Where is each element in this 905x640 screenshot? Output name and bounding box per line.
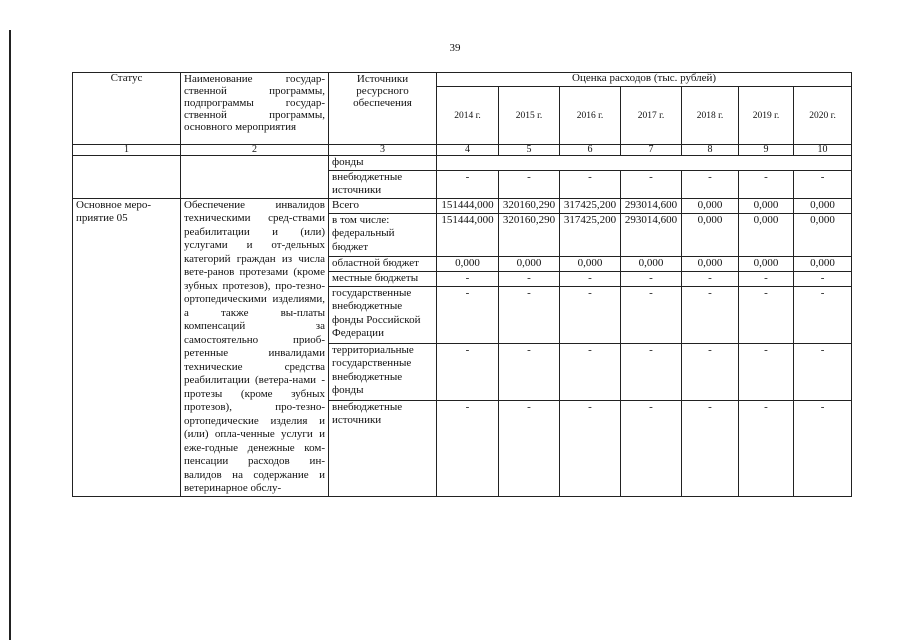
value-cell: - (621, 271, 682, 286)
value-cell: 320160,290 (499, 198, 560, 213)
name-cell-empty (181, 156, 329, 199)
source-cell: местные бюджеты (329, 271, 437, 286)
header-sources: Источники ресурсного обеспечения (329, 73, 437, 145)
value-cell: - (560, 343, 621, 400)
value-cell: - (794, 400, 852, 496)
header-year: 2014 г. (437, 87, 499, 145)
value-cell: - (794, 170, 852, 198)
budget-table (72, 72, 852, 497)
value-cell: - (560, 170, 621, 198)
value-cell: - (739, 400, 794, 496)
value-cell: 151444,000 (437, 198, 499, 213)
value-cell: - (682, 400, 739, 496)
source-cell: фонды (329, 156, 437, 171)
column-number: 10 (794, 145, 852, 156)
value-cell: - (794, 271, 852, 286)
table-row (73, 198, 852, 213)
source-cell: областной бюджет (329, 256, 437, 271)
value-cell: - (499, 400, 560, 496)
value-cell: - (739, 271, 794, 286)
page-number: 39 (449, 42, 461, 54)
value-cell: 293014,600 (621, 198, 682, 213)
value-cell: - (739, 343, 794, 400)
value-cell: - (437, 400, 499, 496)
value-cell-empty (437, 156, 852, 171)
header-estimate: Оценка расходов (тыс. рублей) (437, 73, 852, 87)
value-cell: - (437, 170, 499, 198)
source-cell: территориальные государственные внебюджетные фонды (329, 343, 437, 400)
column-number: 2 (181, 145, 329, 156)
source-cell: государственные внебюджетные фонды Российской Федерации (329, 286, 437, 343)
header-year: 2020 г. (794, 87, 852, 145)
value-cell: 0,000 (682, 213, 739, 256)
header-year: 2018 г. (682, 87, 739, 145)
value-cell: - (621, 286, 682, 343)
value-cell: 320160,290 (499, 213, 560, 256)
value-cell: 0,000 (682, 198, 739, 213)
value-cell: - (682, 343, 739, 400)
activity-status: Основное меро-приятие 05 (73, 198, 181, 496)
value-cell: 0,000 (739, 256, 794, 271)
value-cell: - (560, 400, 621, 496)
value-cell: 317425,200 (560, 198, 621, 213)
value-cell: 0,000 (621, 256, 682, 271)
source-cell: в том числе: федеральный бюджет (329, 213, 437, 256)
value-cell: - (739, 286, 794, 343)
header-year: 2019 г. (739, 87, 794, 145)
column-number: 3 (329, 145, 437, 156)
value-cell: 0,000 (499, 256, 560, 271)
header-year: 2016 г. (560, 87, 621, 145)
header-status: Статус (73, 73, 181, 145)
activity-name: Обеспечение инвалидов техническими сред-ствами реабилитации и (или) услугами и от-дельных категорий граждан из числа вете-ранов протезами (кроме зубных протезов), про-тезно-ортопедическими изделиями, а также вы-платы компенсаций за самостоятельно приоб-ретенные инвалидами технические средства реабилитации (ветера-нами - протезы (кроме зубных протезов), про-тезно-ортопедические изделия и (или) опла-ченные услуги и еже-годные денежные ком-пенсации расходов ин-валидов на содержание и ветеринарное обслу- (181, 198, 329, 496)
value-cell: - (499, 271, 560, 286)
value-cell: - (621, 170, 682, 198)
value-cell: - (560, 271, 621, 286)
value-cell: - (621, 343, 682, 400)
value-cell: 0,000 (794, 198, 852, 213)
value-cell: - (682, 286, 739, 343)
value-cell: 151444,000 (437, 213, 499, 256)
column-number: 8 (682, 145, 739, 156)
value-cell: - (621, 400, 682, 496)
value-cell: 0,000 (437, 256, 499, 271)
status-cell-empty (73, 156, 181, 199)
header-year: 2015 г. (499, 87, 560, 145)
value-cell: - (437, 343, 499, 400)
value-cell: - (682, 271, 739, 286)
column-number: 1 (73, 145, 181, 156)
value-cell: - (794, 286, 852, 343)
value-cell: 0,000 (682, 256, 739, 271)
value-cell: 0,000 (794, 256, 852, 271)
value-cell: - (499, 343, 560, 400)
value-cell: - (499, 286, 560, 343)
value-cell: 0,000 (739, 213, 794, 256)
column-number: 6 (560, 145, 621, 156)
header-name: Наименование государ-ственной программы, подпрограммы государ-ственной программы, основного мероприятия (181, 73, 329, 145)
value-cell: - (682, 170, 739, 198)
value-cell: 0,000 (794, 213, 852, 256)
binding-margin-line (9, 30, 11, 640)
source-cell: внебюджетные источники (329, 170, 437, 198)
column-number: 5 (499, 145, 560, 156)
column-number-row (73, 145, 852, 156)
table-row (73, 156, 852, 171)
value-cell: 293014,600 (621, 213, 682, 256)
value-cell: 0,000 (739, 198, 794, 213)
column-number: 9 (739, 145, 794, 156)
value-cell: - (739, 170, 794, 198)
value-cell: - (560, 286, 621, 343)
value-cell: - (437, 286, 499, 343)
value-cell: 317425,200 (560, 213, 621, 256)
value-cell: - (794, 343, 852, 400)
column-number: 4 (437, 145, 499, 156)
source-cell: Всего (329, 198, 437, 213)
value-cell: - (437, 271, 499, 286)
value-cell: - (499, 170, 560, 198)
source-cell: внебюджетные источники (329, 400, 437, 496)
header-year: 2017 г. (621, 87, 682, 145)
value-cell: 0,000 (560, 256, 621, 271)
column-number: 7 (621, 145, 682, 156)
